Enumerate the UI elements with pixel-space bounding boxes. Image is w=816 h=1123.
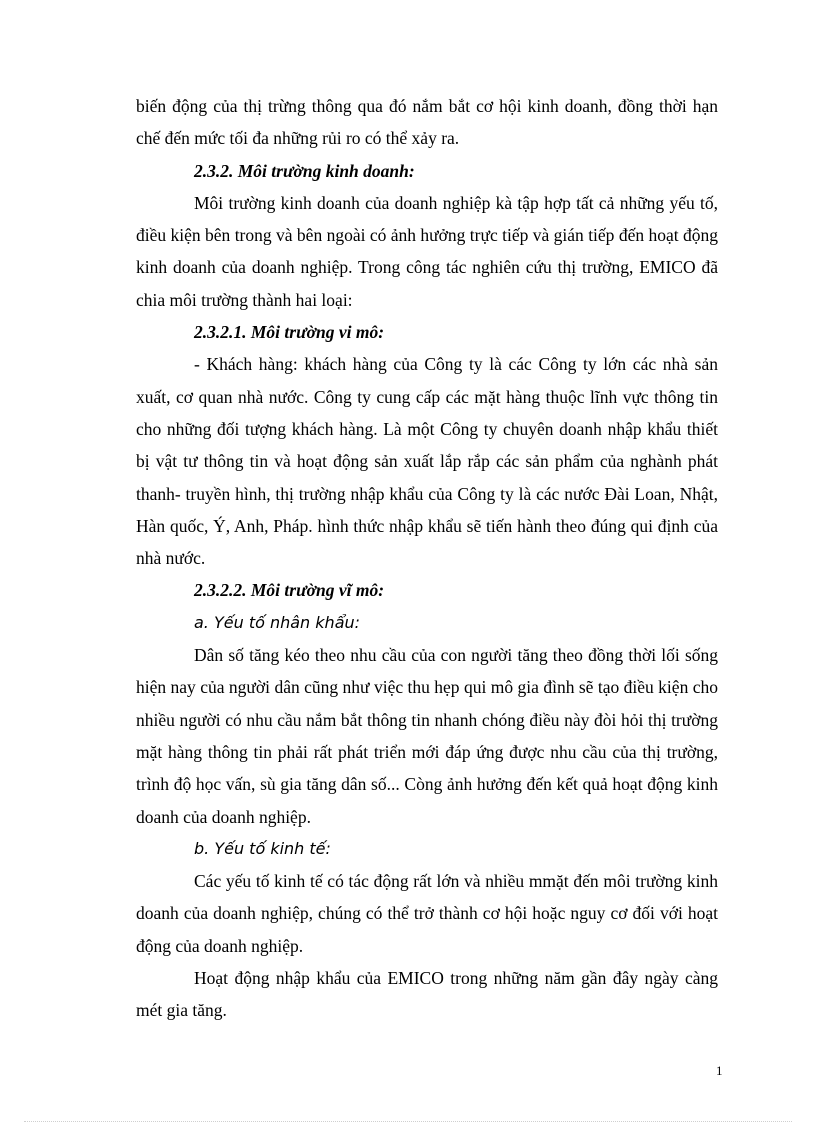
page-bottom-edge: [24, 1121, 792, 1122]
page-number: 1: [716, 1063, 723, 1078]
section-heading-micro-environment: 2.3.2.1. Môi trường vi mô:: [194, 322, 385, 343]
subheading-economic-factor: b. Yếu tố kinh tế:: [194, 838, 331, 858]
section-heading-business-environment: 2.3.2. Môi trường kinh doanh:: [194, 160, 415, 181]
section-heading-macro-environment: 2.3.2.2. Môi trường vĩ mô:: [194, 580, 385, 601]
paragraph-business-environment: Môi trường kinh doanh của doanh nghiệp kà tập hợp tất cả những yếu tố, điều kiện bên trong và bên ngoài có ảnh hưởng trực tiếp và gián tiếp đến hoạt động kinh doanh của doanh nghiệp. Trong công tác nghiên cứu thị trường, EMICO đã chia môi trường thành hai loại:: [136, 192, 718, 310]
page-body: [136, 90, 718, 1027]
paragraph-intro-continuation: biến động của thị trừng thông qua đó nắm bắt cơ hội kinh doanh, đồng thời hạn chế đến mức tối đa những rủi ro có thể xảy ra.: [136, 96, 718, 149]
paragraph-import-activity: Hoạt động nhập khẩu của EMICO trong những năm gần đây ngày càng mét gia tăng.: [136, 968, 718, 1021]
paragraph-customers: - Khách hàng: khách hàng của Công ty là các Công ty lớn các nhà sản xuất, cơ quan nhà nước. Công ty cung cấp các mặt hàng thuộc lĩnh vực thông tin cho những đối tượng khách hàng. Là một Công ty chuyên doanh nhập khẩu thiết bị vật tư thông tin và hoạt động sản xuất lắp rắp các sản phẩm của nghành phát thanh- truyền hình, thị trường nhập khẩu của Công ty là các nước Đài Loan, Nhật, Hàn quốc, Ý, Anh, Pháp. hình thức nhập khẩu sẽ tiến hành theo đúng qui định của nhà nước.: [136, 354, 718, 569]
paragraph-demographic: Dân số tăng kéo theo nhu cầu của con người tăng theo đồng thời lối sống hiện nay của người dân cũng như việc thu hẹp qui mô gia đình sẽ tạo điều kiện cho nhiều người có nhu cầu nắm bắt thông tin nhanh chóng điều này đòi hỏi thị trường mặt hàng thông tin phải rất phát triển mới đáp ứng được nhu cầu của thị trường, trình độ học vấn, sù gia tăng dân số... Còng ảnh hưởng đến kết quả hoạt động kinh doanh của doanh nghiệp.: [136, 645, 718, 827]
subheading-demographic-factor: a. Yếu tố nhân khẩu:: [194, 612, 361, 632]
paragraph-economic: Các yếu tố kinh tế có tác động rất lớn và nhiều mmặt đến môi trường kinh doanh của doanh nghiệp, chúng có thể trở thành cơ hội hoặc nguy cơ đối với hoạt động của doanh nghiệp.: [136, 871, 718, 956]
